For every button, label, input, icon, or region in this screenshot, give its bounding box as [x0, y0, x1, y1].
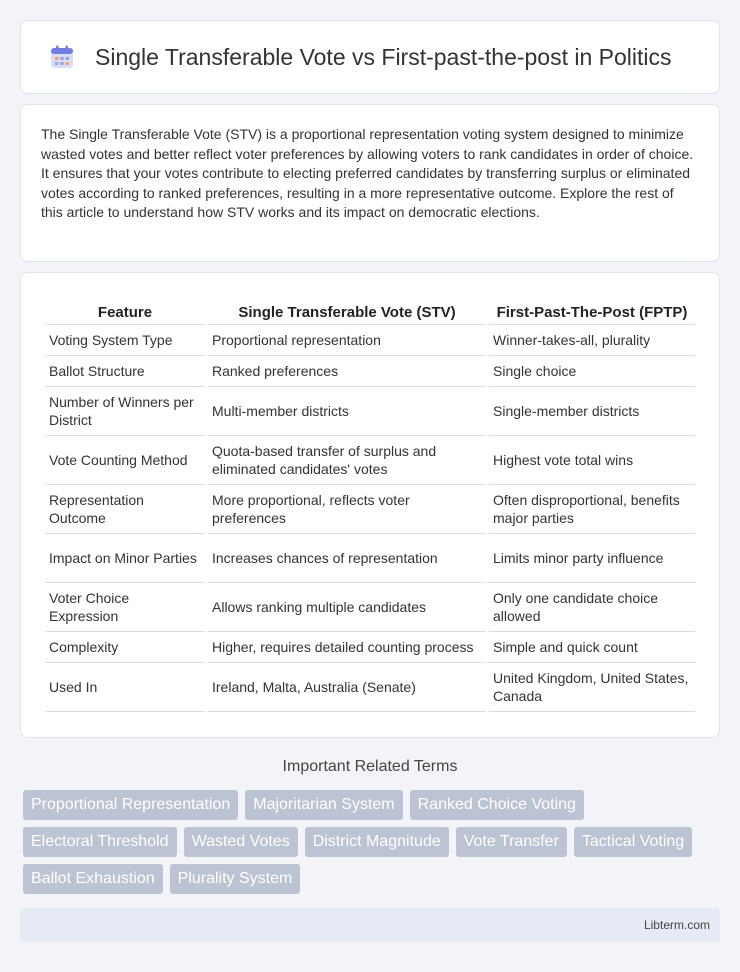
table-cell-fptp: Simple and quick count [489, 632, 695, 663]
table-cell-stv: Quota-based transfer of surplus and eliminated candidates' votes [208, 436, 486, 485]
table-row [45, 436, 695, 485]
related-terms-section [0, 758, 740, 894]
table-cell-fptp: Single choice [489, 356, 695, 387]
table-cell-stv: Increases chances of representation [208, 534, 486, 583]
table-cell-fptp: Highest vote total wins [489, 436, 695, 485]
page-header [20, 20, 720, 94]
table-cell-feature: Impact on Minor Parties [45, 534, 205, 583]
tag-wasted-votes[interactable]: Wasted Votes [184, 827, 298, 857]
table-cell-fptp: Only one candidate choice allowed [489, 583, 695, 632]
table-cell-fptp: Limits minor party influence [489, 534, 695, 583]
tag-vote-transfer[interactable]: Vote Transfer [456, 827, 567, 857]
comparison-table-card [20, 272, 720, 738]
column-header-stv: Single Transferable Vote (STV) [208, 289, 486, 325]
table-cell-feature: Complexity [45, 632, 205, 663]
column-header-feature: Feature [45, 289, 205, 325]
table-cell-feature: Representation Outcome [45, 485, 205, 534]
intro-section [20, 104, 720, 262]
table-cell-fptp: Often disproportional, benefits major parties [489, 485, 695, 534]
table-cell-stv: More proportional, reflects voter preferences [208, 485, 486, 534]
table-cell-stv: Ranked preferences [208, 356, 486, 387]
footer-site-link[interactable]: Libterm.com [643, 918, 710, 932]
table-row [45, 663, 695, 712]
table-row [45, 325, 695, 356]
table-cell-stv: Allows ranking multiple candidates [208, 583, 486, 632]
table-row [45, 583, 695, 632]
related-terms-title: Important Related Terms [282, 758, 458, 775]
page-footer [20, 908, 720, 942]
tag-plurality-system[interactable]: Plurality System [170, 864, 301, 894]
table-row [45, 534, 695, 583]
table-row [45, 632, 695, 663]
table-cell-stv: Ireland, Malta, Australia (Senate) [208, 663, 486, 712]
table-cell-feature: Ballot Structure [45, 356, 205, 387]
table-cell-fptp: Winner-takes-all, plurality [489, 325, 695, 356]
table-cell-stv: Multi-member districts [208, 387, 486, 436]
table-cell-stv: Proportional representation [208, 325, 486, 356]
column-header-fptp: First-Past-The-Post (FPTP) [489, 289, 695, 325]
table-header-row [45, 289, 695, 325]
table-row [45, 356, 695, 387]
comparison-table [42, 289, 698, 712]
table-cell-feature: Number of Winners per District [45, 387, 205, 436]
page-title: Single Transferable Vote vs First-past-the-post in Politics [95, 43, 672, 70]
table-cell-feature: Used In [45, 663, 205, 712]
tag-proportional-representation[interactable]: Proportional Representation [23, 790, 238, 820]
table-cell-feature: Voter Choice Expression [45, 583, 205, 632]
table-row [45, 485, 695, 534]
table-cell-fptp: Single-member districts [489, 387, 695, 436]
tag-majoritarian-system[interactable]: Majoritarian System [245, 790, 402, 820]
related-terms-tags [0, 790, 740, 894]
calendar-icon [49, 44, 75, 70]
table-cell-feature: Vote Counting Method [45, 436, 205, 485]
table-cell-fptp: United Kingdom, United States, Canada [489, 663, 695, 712]
tag-ranked-choice-voting[interactable]: Ranked Choice Voting [410, 790, 584, 820]
table-cell-feature: Voting System Type [45, 325, 205, 356]
tag-district-magnitude[interactable]: District Magnitude [305, 827, 449, 857]
table-row [45, 387, 695, 436]
intro-text: The Single Transferable Vote (STV) is a proportional representation voting system designed to minimize wasted votes and better reflect voter preferences by allowing voters to rank candidates in order of choice. It ensures that your votes contribute to electing preferred candidates by transferring surplus or eliminated votes according to ranked preferences, resulting in a more representative outcome. Explore the rest of this article to understand how STV works and its impact on democratic elections. [41, 126, 694, 221]
tag-tactical-voting[interactable]: Tactical Voting [574, 827, 692, 857]
table-cell-stv: Higher, requires detailed counting process [208, 632, 486, 663]
tag-electoral-threshold[interactable]: Electoral Threshold [23, 827, 177, 857]
tag-ballot-exhaustion[interactable]: Ballot Exhaustion [23, 864, 163, 894]
